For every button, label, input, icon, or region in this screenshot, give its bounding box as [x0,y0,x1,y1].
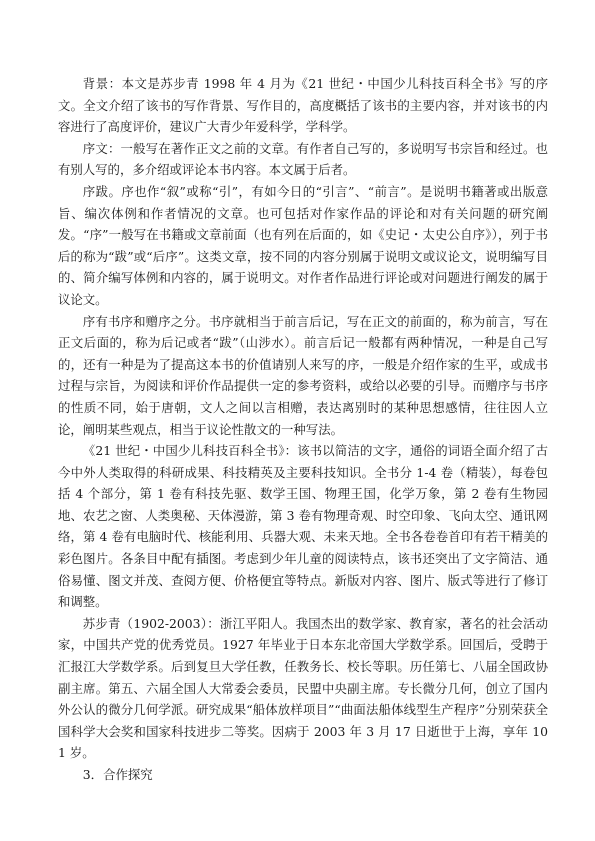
paragraph-encyclopedia: 《21 世纪・中国少儿科技百科全书》：该书以简洁的文字，通俗的词语全面介绍了古今中外人类取得的科研成果、科技精英及主要科技知识。全书分 1-4 卷（精装），每卷包括 4 个部分，第 1 卷有科技先驱、数学王国、物理王国，化学万象，第 2 卷有生物园地、农艺之窗、人类奥秘、天体漫游，第 3 卷有物理奇观、时空印象、飞向太空、通讯网络，第 4 卷有电脑时代、核能利用、兵器大观、未来天地。全书各卷卷首印有若干精美的彩色图片。各条目中配有插图。考虑到少年儿童的阅读特点，该书还突出了文字简洁、通俗易懂、图文并茂、查阅方便、价格便宜等特点。新版对内容、图片、版式等进行了修订和调整。 [58,443,548,610]
paragraph-preface-types: 序有书序和赠序之分。书序就相当于前言后记，写在正文的前面的，称为前言，写在正文后面的，称为后记或者“跋”（山涉水）。前言后记一般都有两种情况，一种是自己写的，还有一种是为了提高这本书的价值请别人来写的序，一般是介绍作家的生平，或成书过程与宗旨，为阅读和评价作品提供一定的参考资料，或给以必要的引导。而赠序与书序的性质不同，始于唐朝，文人之间以言相赠，表达离别时的某种思想感情，往往因人立论，阐明某些观点，相当于议论性散文的一种写法。 [58,313,548,437]
paragraph-preface-postscript: 序跋。序也作“叙”或称“引”，有如今日的“引言”、“前言”。是说明书籍著或出版意旨、编次体例和作者情况的文章。也可包括对作家作品的评论和对有关问题的研究阐发。“序”一般写在书籍或文章前面（也有列在后面的，如《史记・太史公自序》），列于书后的称为“跋”或“后序”。这类文章，按不同的内容分别属于说明文或议论文，说明编写目的、简介编写体例和内容的，属于说明文。对作者作品进行评论或对问题进行阐发的属于议论文。 [58,183,548,307]
paragraph-author-bio: 苏步青（1902-2003）：浙江平阳人。我国杰出的数学家、教育家，著名的社会活动家，中国共产党的优秀党员。1927 年毕业于日本东北帝国大学数学系。回国后，受聘于汇报江大学数学系。后到复旦大学任教，任教务长、校长等职。历任第七、八届全国政协副主席。第五、六届全国人大常委会委员，民盟中央副主席。专长微分几何，创立了国内外公认的微分几何学派。研究成果“船体放样项目”“曲面法船体线型生产程序”分别荣获全国科学大会奖和国家科技进步二等奖。因病于 2003 年 3 月 17 日逝世于上海，享年 101 岁。 [58,615,548,761]
section-heading: 3．合作探究 [82,767,153,782]
paragraph-background: 背景：本文是苏步青 1998 年 4 月为《21 世纪・中国少儿科技百科全书》写的序文。全文介绍了该书的写作背景、写作目的，高度概括了该书的主要内容，并对该书的内容进行了高度评价，建议广大青少年爱科学，学科学。 [58,76,548,135]
paragraph-preface-definition: 序文：一般写在著作正文之前的文章。有作者自己写的，多说明写书宗旨和经过。也有别人写的，多介绍或评论本书内容。本文属于后者。 [58,140,548,178]
document-body [58,73,548,786]
